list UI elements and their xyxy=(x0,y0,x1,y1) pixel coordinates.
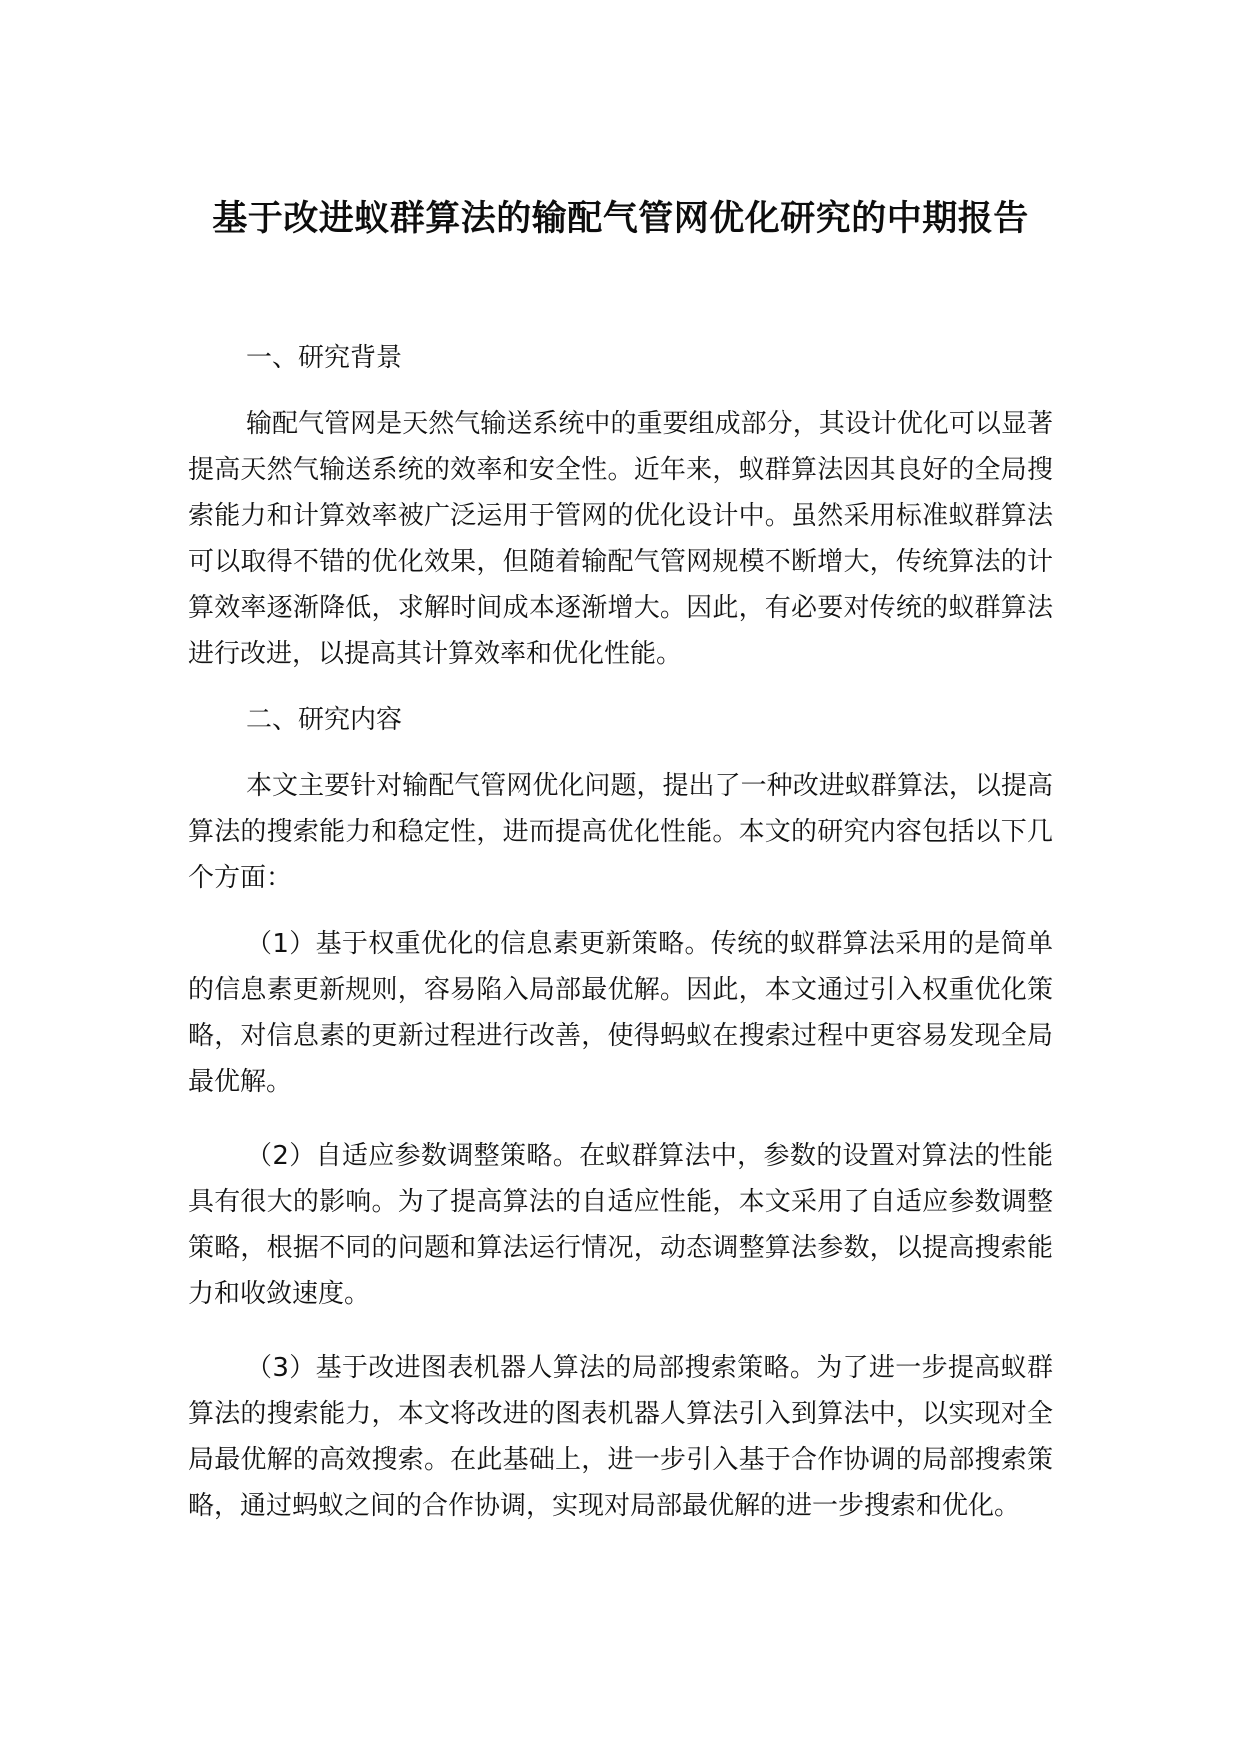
section-heading-content: 二、研究内容 xyxy=(246,705,403,735)
paragraph-item-1: （1）基于权重优化的信息素更新策略。传统的蚁群算法采用的是简单的信息素更新规则，容易陷入局部最优解。因此，本文通过引入权重优化策略，对信息素的更新过程进行改善，使得蚂蚁在搜索过程中更容易发现全局最优解。 xyxy=(188,929,1053,1097)
paragraph-item-3: （3）基于改进图表机器人算法的局部搜索策略。为了进一步提高蚁群算法的搜索能力，本文将改进的图表机器人算法引入到算法中，以实现对全局最优解的高效搜索。在此基础上，进一步引入基于合作协调的局部搜索策略，通过蚂蚁之间的合作协调，实现对局部最优解的进一步搜索和优化。 xyxy=(188,1353,1053,1521)
section-heading-background: 一、研究背景 xyxy=(246,343,403,373)
paragraph-item-2: （2）自适应参数调整策略。在蚁群算法中，参数的设置对算法的性能具有很大的影响。为了提高算法的自适应性能，本文采用了自适应参数调整策略，根据不同的问题和算法运行情况，动态调整算法参数，以提高搜索能力和收敛速度。 xyxy=(188,1141,1053,1309)
document-title: 基于改进蚁群算法的输配气管网优化研究的中期报告 xyxy=(212,199,1029,239)
paragraph-background: 输配气管网是天然气输送系统中的重要组成部分，其设计优化可以显著提高天然气输送系统的效率和安全性。近年来，蚁群算法因其良好的全局搜索能力和计算效率被广泛运用于管网的优化设计中。虽然采用标准蚁群算法可以取得不错的优化效果，但随着输配气管网规模不断增大，传统算法的计算效率逐渐降低，求解时间成本逐渐增大。因此，有必要对传统的蚁群算法进行改进，以提高其计算效率和优化性能。 xyxy=(188,409,1053,669)
paragraph-content-intro: 本文主要针对输配气管网优化问题，提出了一种改进蚁群算法，以提高算法的搜索能力和稳定性，进而提高优化性能。本文的研究内容包括以下几个方面： xyxy=(188,771,1053,893)
